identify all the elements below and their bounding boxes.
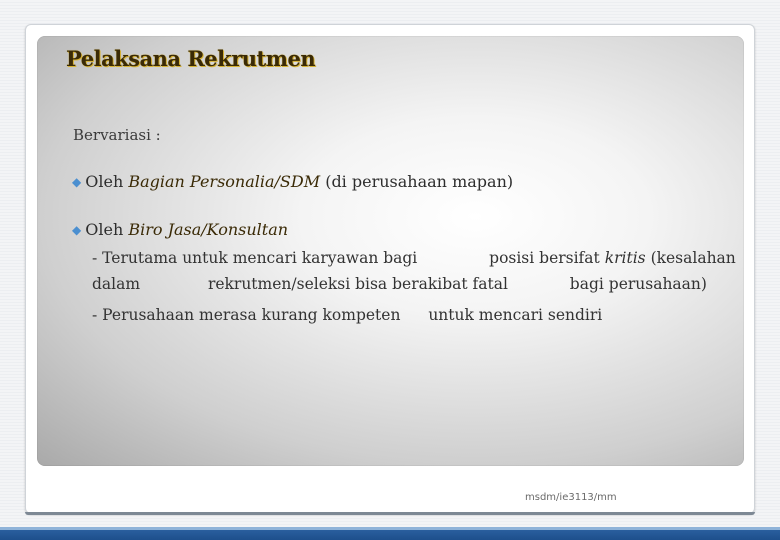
detail-line-3 bbox=[92, 306, 602, 324]
detail-text: - Terutama untuk mencari karyawan bagi bbox=[92, 249, 418, 267]
bullet-suffix: (di perusahaan mapan) bbox=[320, 172, 514, 191]
bullet-emphasis: Bagian Personalia/SDM bbox=[128, 172, 321, 191]
detail-text: rekrutmen/seleksi bisa berakibat fatal bbox=[207, 275, 508, 293]
bullet-emphasis: Biro Jasa/Konsultan bbox=[128, 220, 289, 239]
detail-line-1 bbox=[92, 249, 736, 267]
diamond-bullet-icon: ◆ bbox=[72, 175, 82, 189]
card-shadow-line bbox=[25, 512, 755, 515]
detail-text: (kesalahan bbox=[650, 249, 736, 267]
diamond-bullet-icon: ◆ bbox=[72, 223, 82, 237]
bullet-item-biro-jasa bbox=[72, 220, 288, 239]
detail-text: posisi bersifat bbox=[489, 249, 600, 267]
bottom-bar bbox=[0, 530, 780, 540]
footer-source: msdm/ie3113/mm bbox=[525, 492, 617, 503]
bullet-prefix: Oleh bbox=[85, 172, 129, 191]
detail-text: - Perusahaan merasa kurang kompeten bbox=[92, 306, 401, 324]
slide-title: Pelaksana Rekrutmen bbox=[66, 46, 316, 71]
detail-text: dalam bbox=[92, 275, 141, 293]
bullet-prefix: Oleh bbox=[85, 220, 129, 239]
intro-text: Bervariasi : bbox=[73, 126, 161, 144]
detail-emphasis: kritis bbox=[604, 249, 646, 267]
detail-text: untuk mencari sendiri bbox=[428, 306, 603, 324]
detail-line-2 bbox=[92, 275, 707, 293]
bullet-item-personalia bbox=[72, 172, 513, 191]
detail-text: bagi perusahaan) bbox=[569, 275, 707, 293]
